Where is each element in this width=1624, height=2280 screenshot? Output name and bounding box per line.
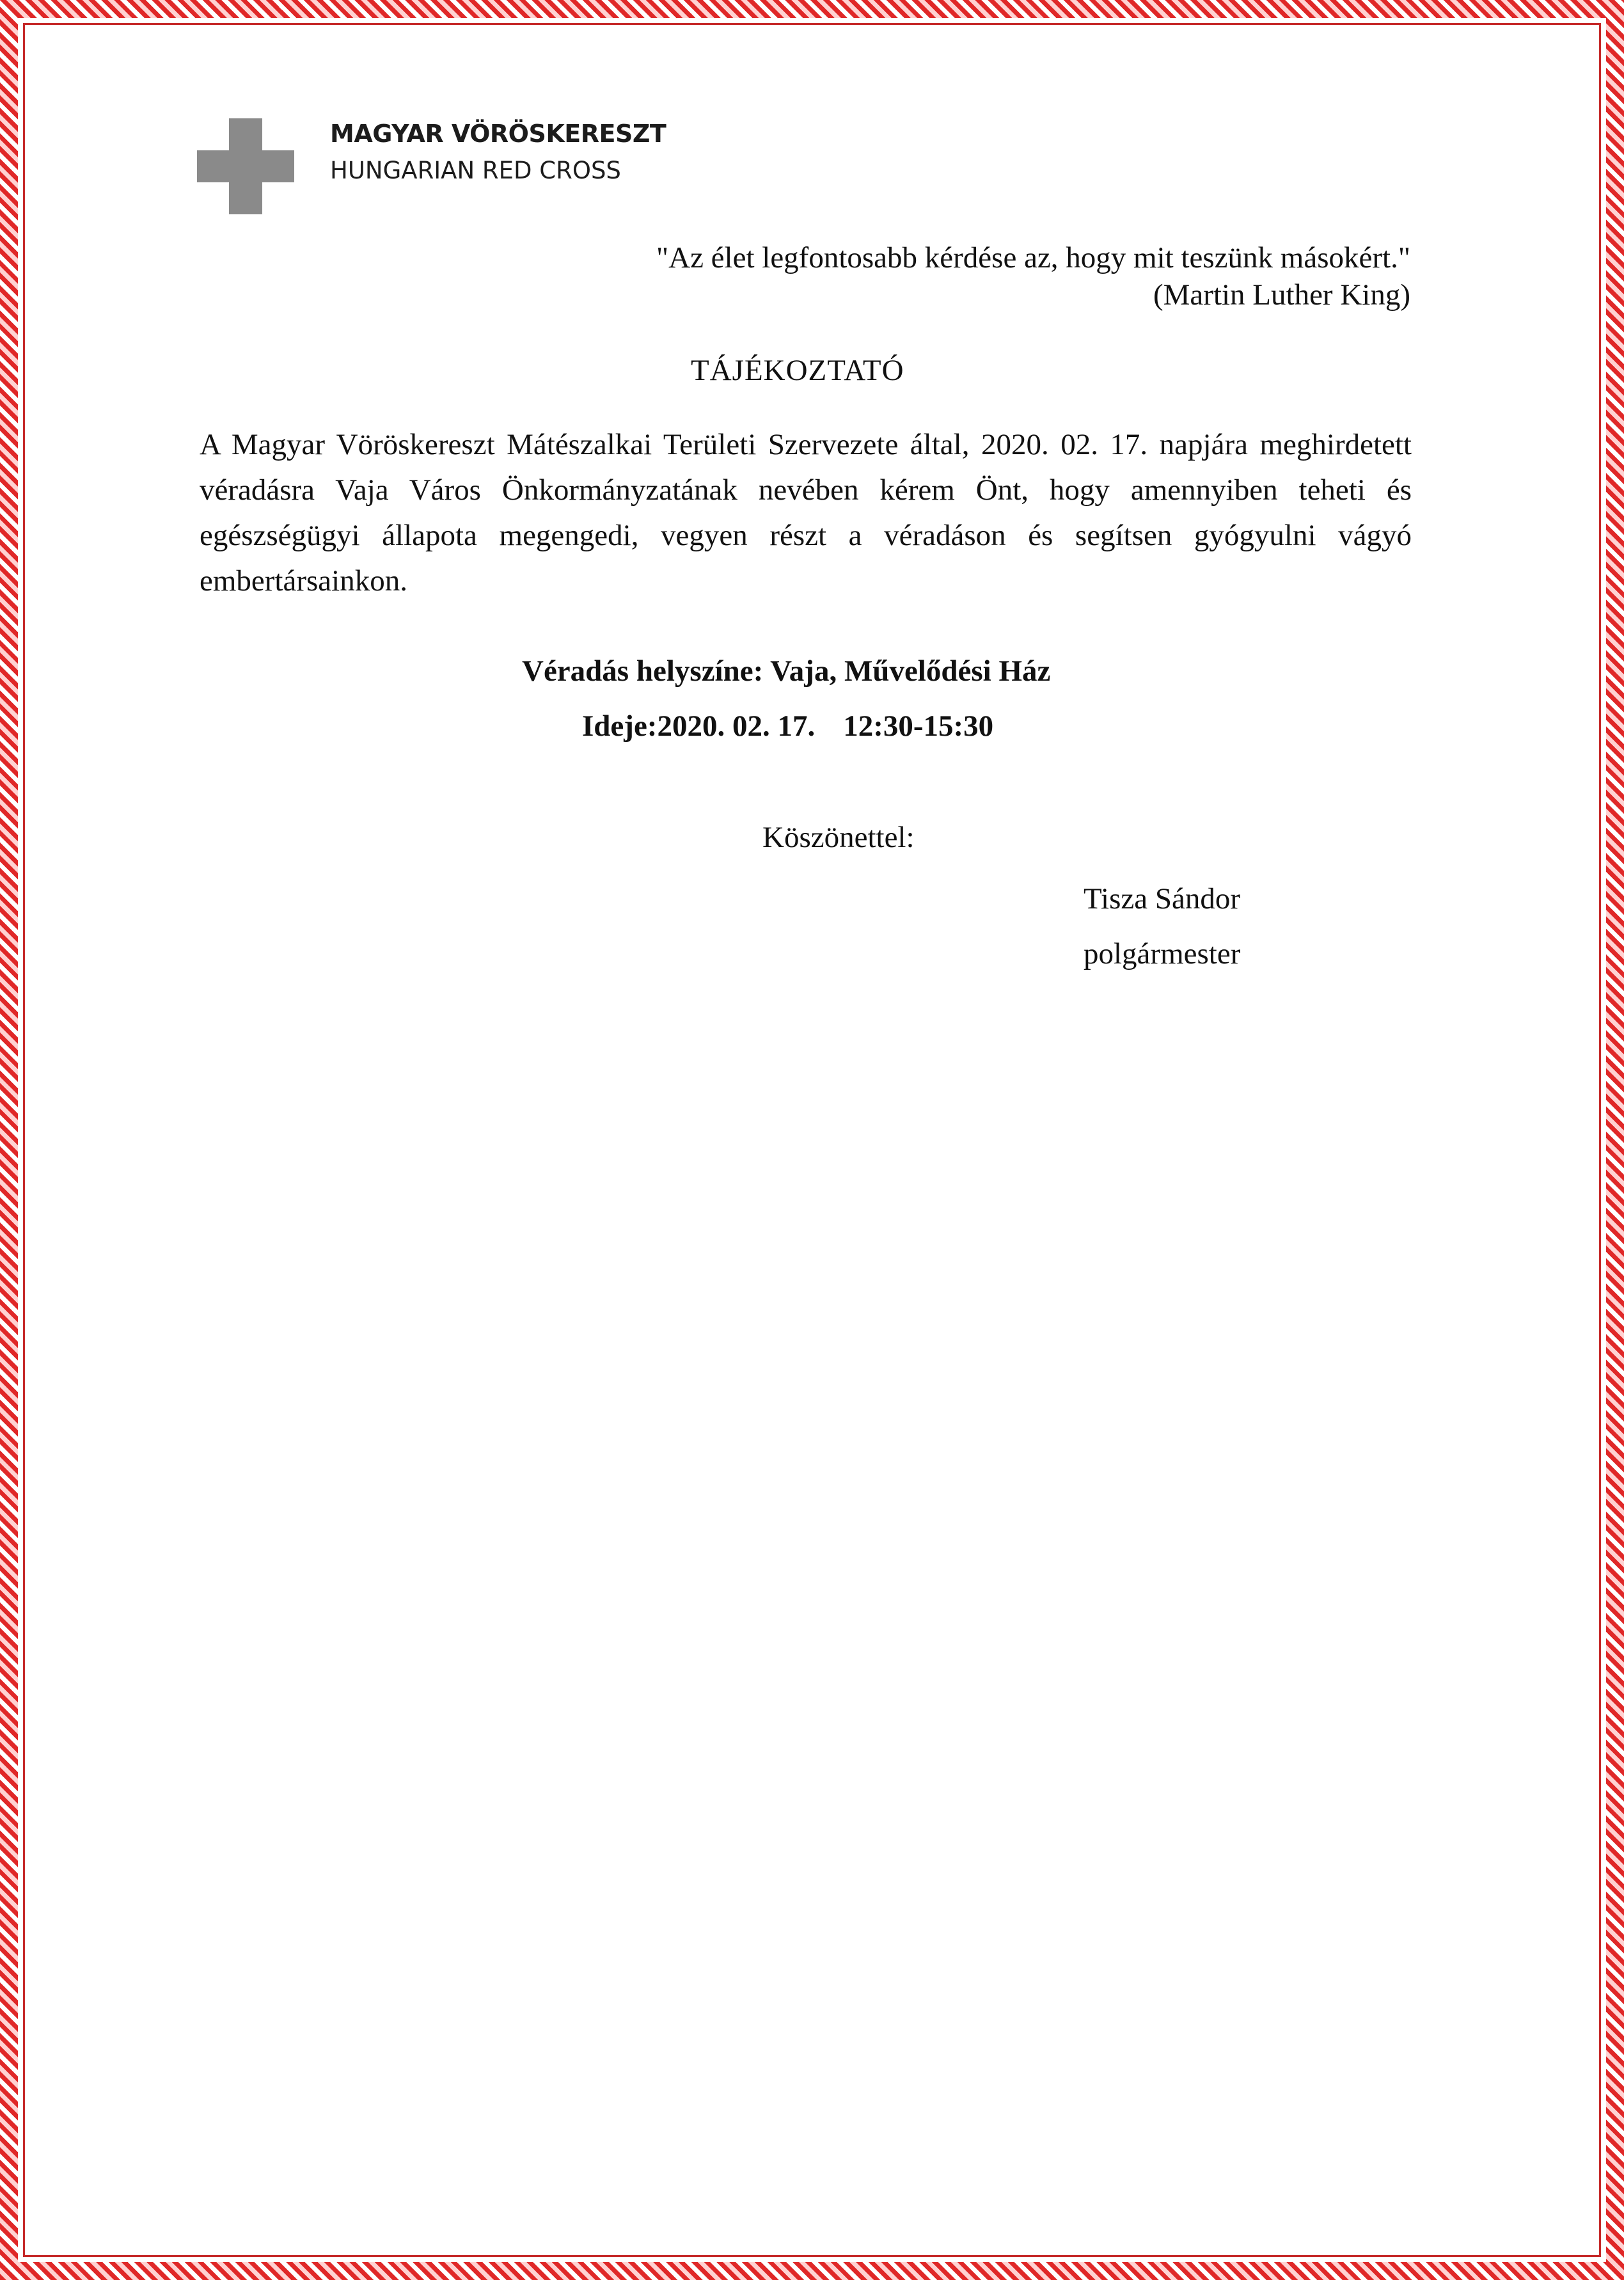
closing-text: Köszönettel: bbox=[762, 821, 915, 854]
quote-block bbox=[656, 239, 1410, 313]
org-name-hungarian: MAGYAR VÖRÖSKERESZT bbox=[330, 120, 666, 148]
cross-horizontal-bar bbox=[197, 150, 294, 182]
document-title: TÁJÉKOZTATÓ bbox=[691, 354, 904, 387]
time-label: Ideje: bbox=[582, 709, 658, 743]
signer-name: Tisza Sándor bbox=[1084, 882, 1241, 915]
quote-author: (Martin Luther King) bbox=[1153, 278, 1410, 312]
red-cross-logo-icon bbox=[197, 118, 294, 214]
event-time bbox=[582, 709, 993, 743]
body-paragraph: A Magyar Vöröskereszt Mátészalkai Területi Szervezete által, 2020. 02. 17. napjára meghirdetett véradásra Vaja Város Önkormányzatának nevében kérem Önt, hogy amennyiben teheti és egészségügyi állapota megengedi, vegyen részt a véradáson és segítsen gyógyulni vágyó embertársainkon. bbox=[200, 428, 1412, 598]
signer-title: polgármester bbox=[1084, 937, 1241, 970]
event-hours: 12:30-15:30 bbox=[843, 709, 994, 743]
quote-text: "Az élet legfontosabb kérdése az, hogy mit teszünk másokért." bbox=[656, 241, 1410, 274]
organization-name bbox=[330, 115, 666, 189]
org-name-english: HUNGARIAN RED CROSS bbox=[330, 157, 621, 184]
event-location: Véradás helyszíne: Vaja, Művelődési Ház bbox=[522, 654, 1051, 688]
signature-block bbox=[1084, 871, 1240, 981]
event-date: 2020. 02. 17. bbox=[657, 709, 816, 743]
